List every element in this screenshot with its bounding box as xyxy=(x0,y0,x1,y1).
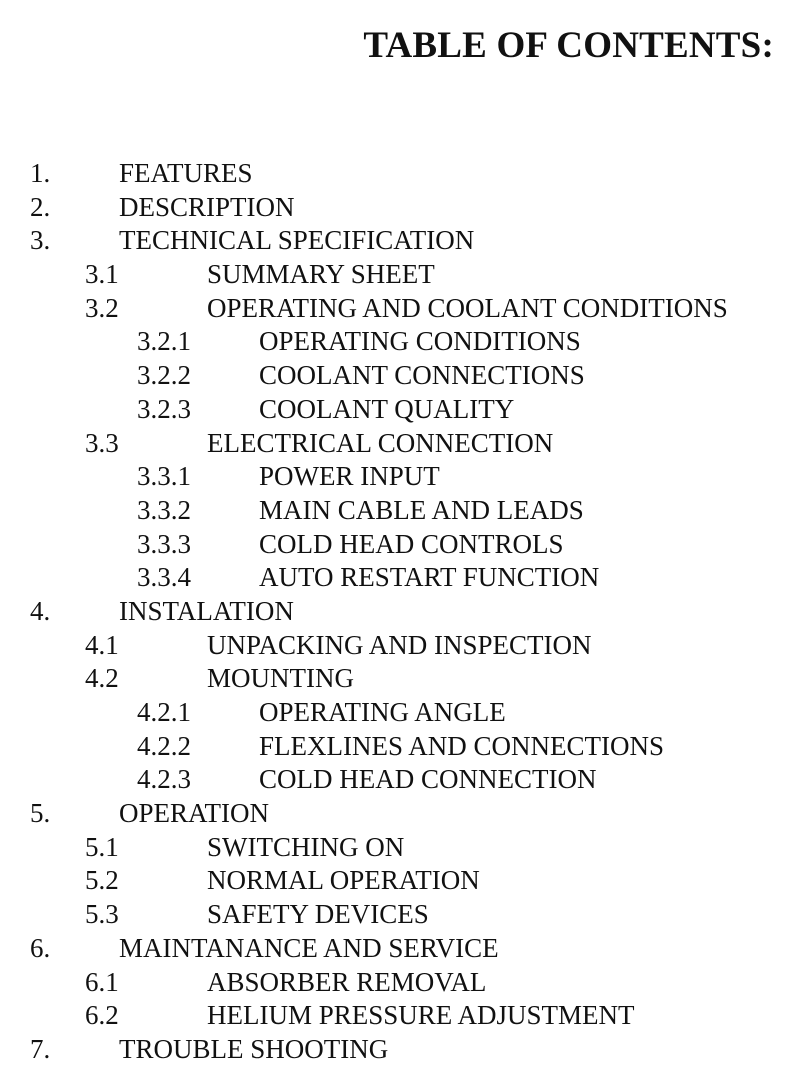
toc-entry-number: 3.3.4 xyxy=(137,562,191,593)
toc-entry-label: OPERATION xyxy=(119,798,270,829)
toc-entry-label: POWER INPUT xyxy=(259,461,440,492)
toc-entry-number: 4.1 xyxy=(85,629,119,660)
toc-entry xyxy=(0,359,808,393)
toc-entry-label: SAFETY DEVICES xyxy=(207,899,429,930)
toc-entry-label: INSTALATION xyxy=(119,595,294,626)
toc-entry-number: 3.2.3 xyxy=(137,393,191,424)
toc-entry-label: MOUNTING xyxy=(207,663,354,694)
toc-entry xyxy=(0,629,808,663)
toc-entry-label: FLEXLINES AND CONNECTIONS xyxy=(259,730,664,761)
toc-entry-number: 3.3.2 xyxy=(137,494,191,525)
toc-entry-label: COLD HEAD CONNECTION xyxy=(259,764,597,795)
toc-entry xyxy=(0,662,808,696)
toc-entry-number: 3.3 xyxy=(85,427,119,458)
toc-entry-number: 4.2.1 xyxy=(137,697,191,727)
toc-entry-number: 6.1 xyxy=(85,966,119,997)
toc-entry xyxy=(0,831,808,865)
toc-entry xyxy=(0,325,808,359)
toc-entry-label: NORMAL OPERATION xyxy=(207,865,480,896)
toc-entry-number: 4.2.3 xyxy=(137,764,191,795)
toc-entry-label: COOLANT CONNECTIONS xyxy=(259,360,585,391)
toc-entry-number: 3.1 xyxy=(85,259,119,290)
toc-entry xyxy=(0,730,808,764)
toc-entry xyxy=(0,427,808,461)
toc-entry xyxy=(0,393,808,427)
toc-entry-label: SUMMARY SHEET xyxy=(207,259,435,290)
toc-entry xyxy=(0,224,808,258)
toc-entry-label: COOLANT QUALITY xyxy=(259,393,515,424)
toc-entry-label: SWITCHING ON xyxy=(207,831,405,862)
toc-entry-label: COLD HEAD CONTROLS xyxy=(259,528,564,559)
toc-entry-number: 3.2 xyxy=(85,292,119,323)
toc-entry xyxy=(0,696,808,730)
toc-entry-label: AUTO RESTART FUNCTION xyxy=(259,562,600,593)
toc-entry-label: UNPACKING AND INSPECTION xyxy=(207,629,592,660)
toc-entry-number: 4. xyxy=(30,595,51,626)
toc-entry-number: 3. xyxy=(30,225,51,256)
toc-entry-number: 4.2.2 xyxy=(137,730,191,761)
toc-entry-label: TECHNICAL SPECIFICATION xyxy=(119,225,475,256)
toc-entry xyxy=(0,898,808,932)
toc-entry xyxy=(0,763,808,797)
toc-entry-number: 3.2.2 xyxy=(137,360,191,391)
toc-entry xyxy=(0,561,808,595)
toc-entry-number: 7. xyxy=(30,1033,51,1064)
toc-entry-number: 3.3.1 xyxy=(137,461,191,492)
toc-entry-number: 3.2.1 xyxy=(137,326,191,357)
toc-entry-label: ABSORBER REMOVAL xyxy=(207,966,487,997)
toc-entry xyxy=(0,191,808,225)
toc-entry xyxy=(0,460,808,494)
toc-entry xyxy=(0,595,808,629)
toc-entry-label: OPERATING CONDITIONS xyxy=(259,326,581,357)
toc-entry-label: MAINTANANCE AND SERVICE xyxy=(119,932,499,963)
toc-entry-number: 5.3 xyxy=(85,899,119,930)
toc-list xyxy=(0,157,808,1067)
toc-entry xyxy=(0,528,808,562)
toc-entry xyxy=(0,157,808,191)
toc-entry xyxy=(0,999,808,1033)
toc-entry-label: MAIN CABLE AND LEADS xyxy=(259,494,584,525)
toc-entry xyxy=(0,292,808,326)
toc-entry-number: 1. xyxy=(30,158,51,188)
toc-entry-number: 2. xyxy=(30,191,51,222)
toc-entry xyxy=(0,864,808,898)
toc-entry xyxy=(0,966,808,1000)
toc-entry-label: OPERATING AND COOLANT CONDITIONS xyxy=(207,292,728,323)
toc-entry xyxy=(0,258,808,292)
toc-entry-label: FEATURES xyxy=(119,158,253,188)
toc-entry-label: TROUBLE SHOOTING xyxy=(119,1033,389,1064)
toc-entry xyxy=(0,494,808,528)
page-title: TABLE OF CONTENTS: xyxy=(363,25,774,66)
toc-entry xyxy=(0,932,808,966)
toc-entry xyxy=(0,797,808,831)
toc-entry xyxy=(0,1033,808,1067)
toc-entry-label: ELECTRICAL CONNECTION xyxy=(207,427,554,458)
toc-entry-number: 6. xyxy=(30,932,51,963)
toc-entry-number: 5.1 xyxy=(85,831,119,862)
toc-entry-number: 6.2 xyxy=(85,1000,119,1031)
toc-entry-label: HELIUM PRESSURE ADJUSTMENT xyxy=(207,1000,635,1031)
toc-entry-number: 3.3.3 xyxy=(137,528,191,559)
toc-entry-label: OPERATING ANGLE xyxy=(259,697,506,727)
toc-entry-number: 5. xyxy=(30,798,51,829)
toc-entry-number: 4.2 xyxy=(85,663,119,694)
toc-entry-number: 5.2 xyxy=(85,865,119,896)
toc-entry-label: DESCRIPTION xyxy=(119,191,295,222)
